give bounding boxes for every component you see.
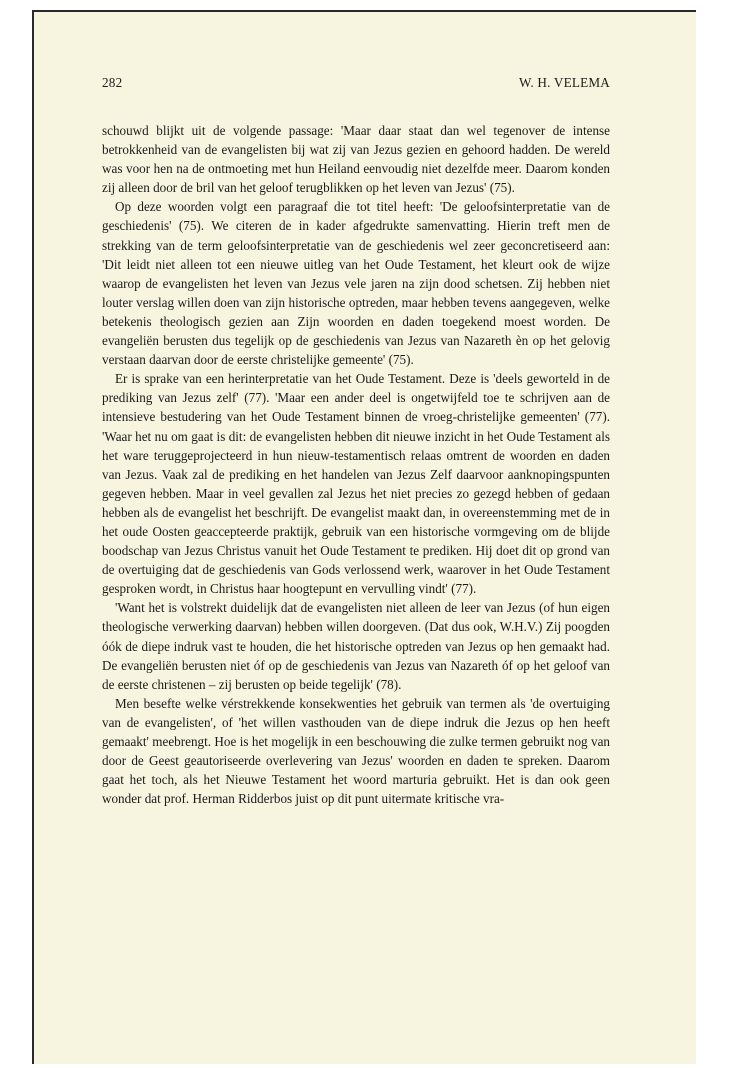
paragraph-1: schouwd blijkt uit de volgende passage: 'Maar daar staat dan wel tegenover de intense betrokkenheid van de evangelisten bij wat zij van Jezus gezien en gehoord hadden. De wereld was voor hen na de ontmoeting met hun Heiland eenvoudig niet dezelfde meer. Daarom konden zij alleen door de bril van het geloof terugblikken op het leven van Jezus' (75). (102, 123, 610, 196)
paragraph-4: 'Want het is volstrekt duidelijk dat de evangelisten niet alleen de leer van Jezus (of hun eigen theologische verwerking daarvan) hebben willen doorgeven. (Dat dus ook, W.H.V.) Zij poogden óók de diepe indruk vast te houden, die het historische optreden van Jezus op hen gemaakt had. De evangeliën berusten niet óf op de geschiedenis van Jezus van Nazareth óf op het geloof van de eerste christenen – zij berusten op beide tegelijk' (78). (102, 600, 610, 692)
paragraph-5: Men besefte welke vérstrekkende konsekwenties het gebruik van termen als 'de overtuiging van de evangelisten', of 'het willen vasthouden van de diepe indruk die Jezus op hen heeft gemaakt' meebrengt. Hoe is het mogelijk in een beschouwing die zulke termen gebruikt nog van door de Geest geautoriseerde overlevering van Jezus' woorden en daden te spreken. Daarom gaat het toch, als het Nieuwe Testament het woord marturia gebruikt. Het is dan ook geen wonder dat prof. Herman Ridderbos juist op dit punt uitermate kritische vra- (102, 695, 610, 807)
body-text (102, 121, 610, 808)
paragraph-2: Op deze woorden volgt een paragraaf die tot titel heeft: 'De geloofsinterpretatie van de geschiedenis' (75). We citeren de in kader afgedrukte samenvatting. Hierin treft men de strekking van de term geloofsinterpretatie van de geschiedenis wel zeer geconcretiseerd aan: 'Dit leidt niet alleen tot een nieuwe uitleg van het Oude Testament, het kleurt ook de wijze waarop de evangelisten het leven van Jezus vele jaren na zijn dood schetsen. Zij hebben niet louter verslag willen doen van zijn historische optreden, maar hebben tevens aangegeven, welke betekenis theologisch gezien aan Zijn woorden en daden toegekend moest worden. De evangeliën berusten dus tegelijk op de geschiedenis van Jezus van Nazareth èn op het gelovig verstaan daarvan door de eerste christelijke gemeente' (75). (102, 199, 610, 368)
author-running-head: W. H. VELEMA (518, 75, 610, 90)
paragraph-3: Er is sprake van een herinterpretatie van het Oude Testament. Deze is 'deels geworteld in de prediking van Jezus zelf' (77). 'Maar een ander deel is ongetwijfeld toe te schrijven aan de intensieve bestudering van het Oude Testament binnen de vroeg-christelijke gemeenten' (77). 'Waar het nu om gaat is dit: de evangelisten hebben dit nieuwe inzicht in het Oude Testament als het ware teruggeprojecteerd in hun nieuw-testamentisch relaas omtrent de woorden en daden van Jezus. Vaak zal de prediking en het handelen van Jezus Zelf daarvoor aanknopingspunten gegeven hebben. Maar in veel gevallen zal Jezus het niet precies zo gezegd hebben of gedaan hebben als de evangelist het beschrijft. De evangelist maakt dan, in overeenstemming met de in het oude Oosten geaccepteerde praktijk, gebruik van een historische vormgeving om de blijde boodschap van Jezus Christus vanuit het Oude Testament te prediken. Hij doet dit op grond van de overtuiging dat de geschiedenis van Gods verlossend werk, waarover in het Oude Testament gesproken wordt, in Christus haar hoogtepunt en vervulling vindt' (77). (102, 371, 610, 597)
page-number: 282 (102, 75, 123, 90)
